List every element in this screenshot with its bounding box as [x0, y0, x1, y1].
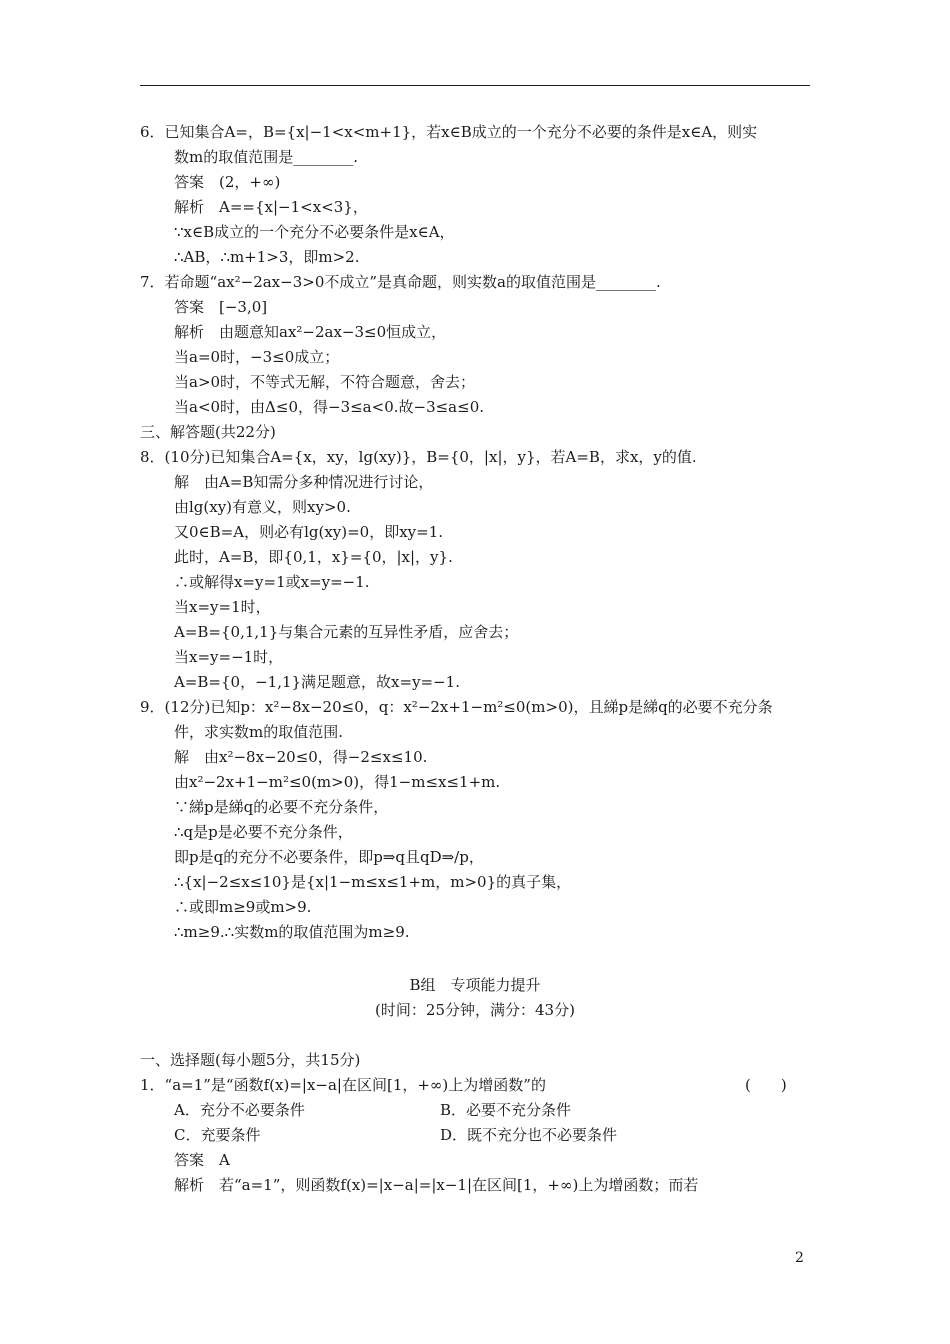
text-line: ∴q是p是必要不充分条件， [174, 823, 353, 841]
text-line: 当x=y=−1时， [174, 648, 284, 666]
text-line: ∵x∈B成立的一个充分不必要条件是x∈A， [174, 223, 455, 241]
text-line: 由x²−2x+1−m²≤0(m>0)，得1−m≤x≤1+m. [174, 773, 501, 791]
text-line: ∴或解得x=y=1或x=y=−1. [174, 573, 370, 591]
text-line: 解析 由题意知ax²−2ax−3≤0恒成立， [174, 323, 447, 341]
text-line: 件，求实数m的取值范围. [174, 723, 343, 741]
group-title: B组 专项能力提升 [409, 976, 541, 994]
text-line: 当a<0时，由Δ≤0，得−3≤a<0.故−3≤a≤0. [174, 398, 485, 416]
text-line: 解 由x²−8x−20≤0，得−2≤x≤10. [174, 748, 428, 766]
text-line: ∵綈p是綈q的必要不充分条件， [174, 798, 389, 816]
text-line: 答案 (2，+∞) [174, 173, 281, 191]
text-line: 又0∈B=A，则必有lg(xy)=0，即xy=1. [174, 523, 444, 541]
text-line: 由lg(xy)有意义，则xy>0. [174, 498, 351, 516]
text-line: 即p是q的充分不必要条件，即p⇒q且qD⇒/p， [174, 848, 484, 866]
text-line: 1．“a=1”是“函数f(x)=|x−a|在区间[1，+∞)上为增函数”的 [140, 1076, 546, 1094]
text-line: ∴m≥9.∴实数m的取值范围为m≥9. [174, 923, 410, 941]
text-line: D．既不充分也不必要条件 [440, 1126, 618, 1144]
text-line: 当x=y=1时， [174, 598, 271, 616]
text-line: 解析 若“a=1”，则函数f(x)=|x−a|=|x−1|在区间[1，+∞)上为增函数；而若 [174, 1176, 699, 1194]
text-line: 答案 [−3,0] [174, 298, 268, 316]
text-line: 当a>0时，不等式无解，不符合题意，舍去； [174, 373, 476, 391]
text-line: 9．(12分)已知p：x²−8x−20≤0，q：x²−2x+1−m²≤0(m>0)，且綈p是綈q的必要不充分条 [140, 698, 773, 716]
text-line: ∴{x|−2≤x≤10}是{x|1−m≤x≤1+m，m>0}的真子集， [174, 873, 572, 891]
text-line: ∴AB，∴m+1>3，即m>2. [174, 248, 360, 266]
text-line: 三、解答题(共22分) [140, 423, 276, 441]
text-line: 答案 A [174, 1151, 230, 1169]
text-line: 6．已知集合A=，B={x|−1<x<m+1}，若x∈B成立的一个充分不必要的条件是x∈A，则实 [140, 123, 758, 141]
text-line: 此时，A=B，即{0,1，x}={0，|x|，y}. [174, 548, 453, 566]
text-line: 一、选择题(每小题5分，共15分) [140, 1051, 361, 1069]
text-line: ∴或即m≥9或m>9. [174, 898, 312, 916]
text-line: 当a=0时，−3≤0成立； [174, 348, 340, 366]
page-number: 2 [795, 1250, 804, 1266]
text-line: ( ) [745, 1076, 787, 1094]
text-line: 8．(10分)已知集合A={x，xy，lg(xy)}，B={0，|x|，y}，若A=B，求x，y的值. [140, 448, 697, 466]
text-line: A．充分不必要条件 [174, 1101, 305, 1119]
text-line: 数m的取值范围是________. [174, 148, 358, 166]
text-line: 解 由A=B知需分多种情况进行讨论， [174, 473, 434, 491]
text-line: C．充要条件 [174, 1126, 261, 1144]
text-line: 7．若命题“ax²−2ax−3>0不成立”是真命题，则实数a的取值范围是________. [140, 273, 661, 291]
text-line: B．必要不充分条件 [440, 1101, 572, 1119]
text-line: 解析 A=={x|−1<x<3}， [174, 198, 368, 216]
header-rule [140, 85, 810, 86]
group-subtitle: (时间：25分钟，满分：43分) [375, 1001, 575, 1019]
text-line: A=B={0,1,1}与集合元素的互异性矛盾，应舍去； [174, 623, 519, 641]
text-line: A=B={0，−1,1}满足题意，故x=y=−1. [174, 673, 460, 691]
